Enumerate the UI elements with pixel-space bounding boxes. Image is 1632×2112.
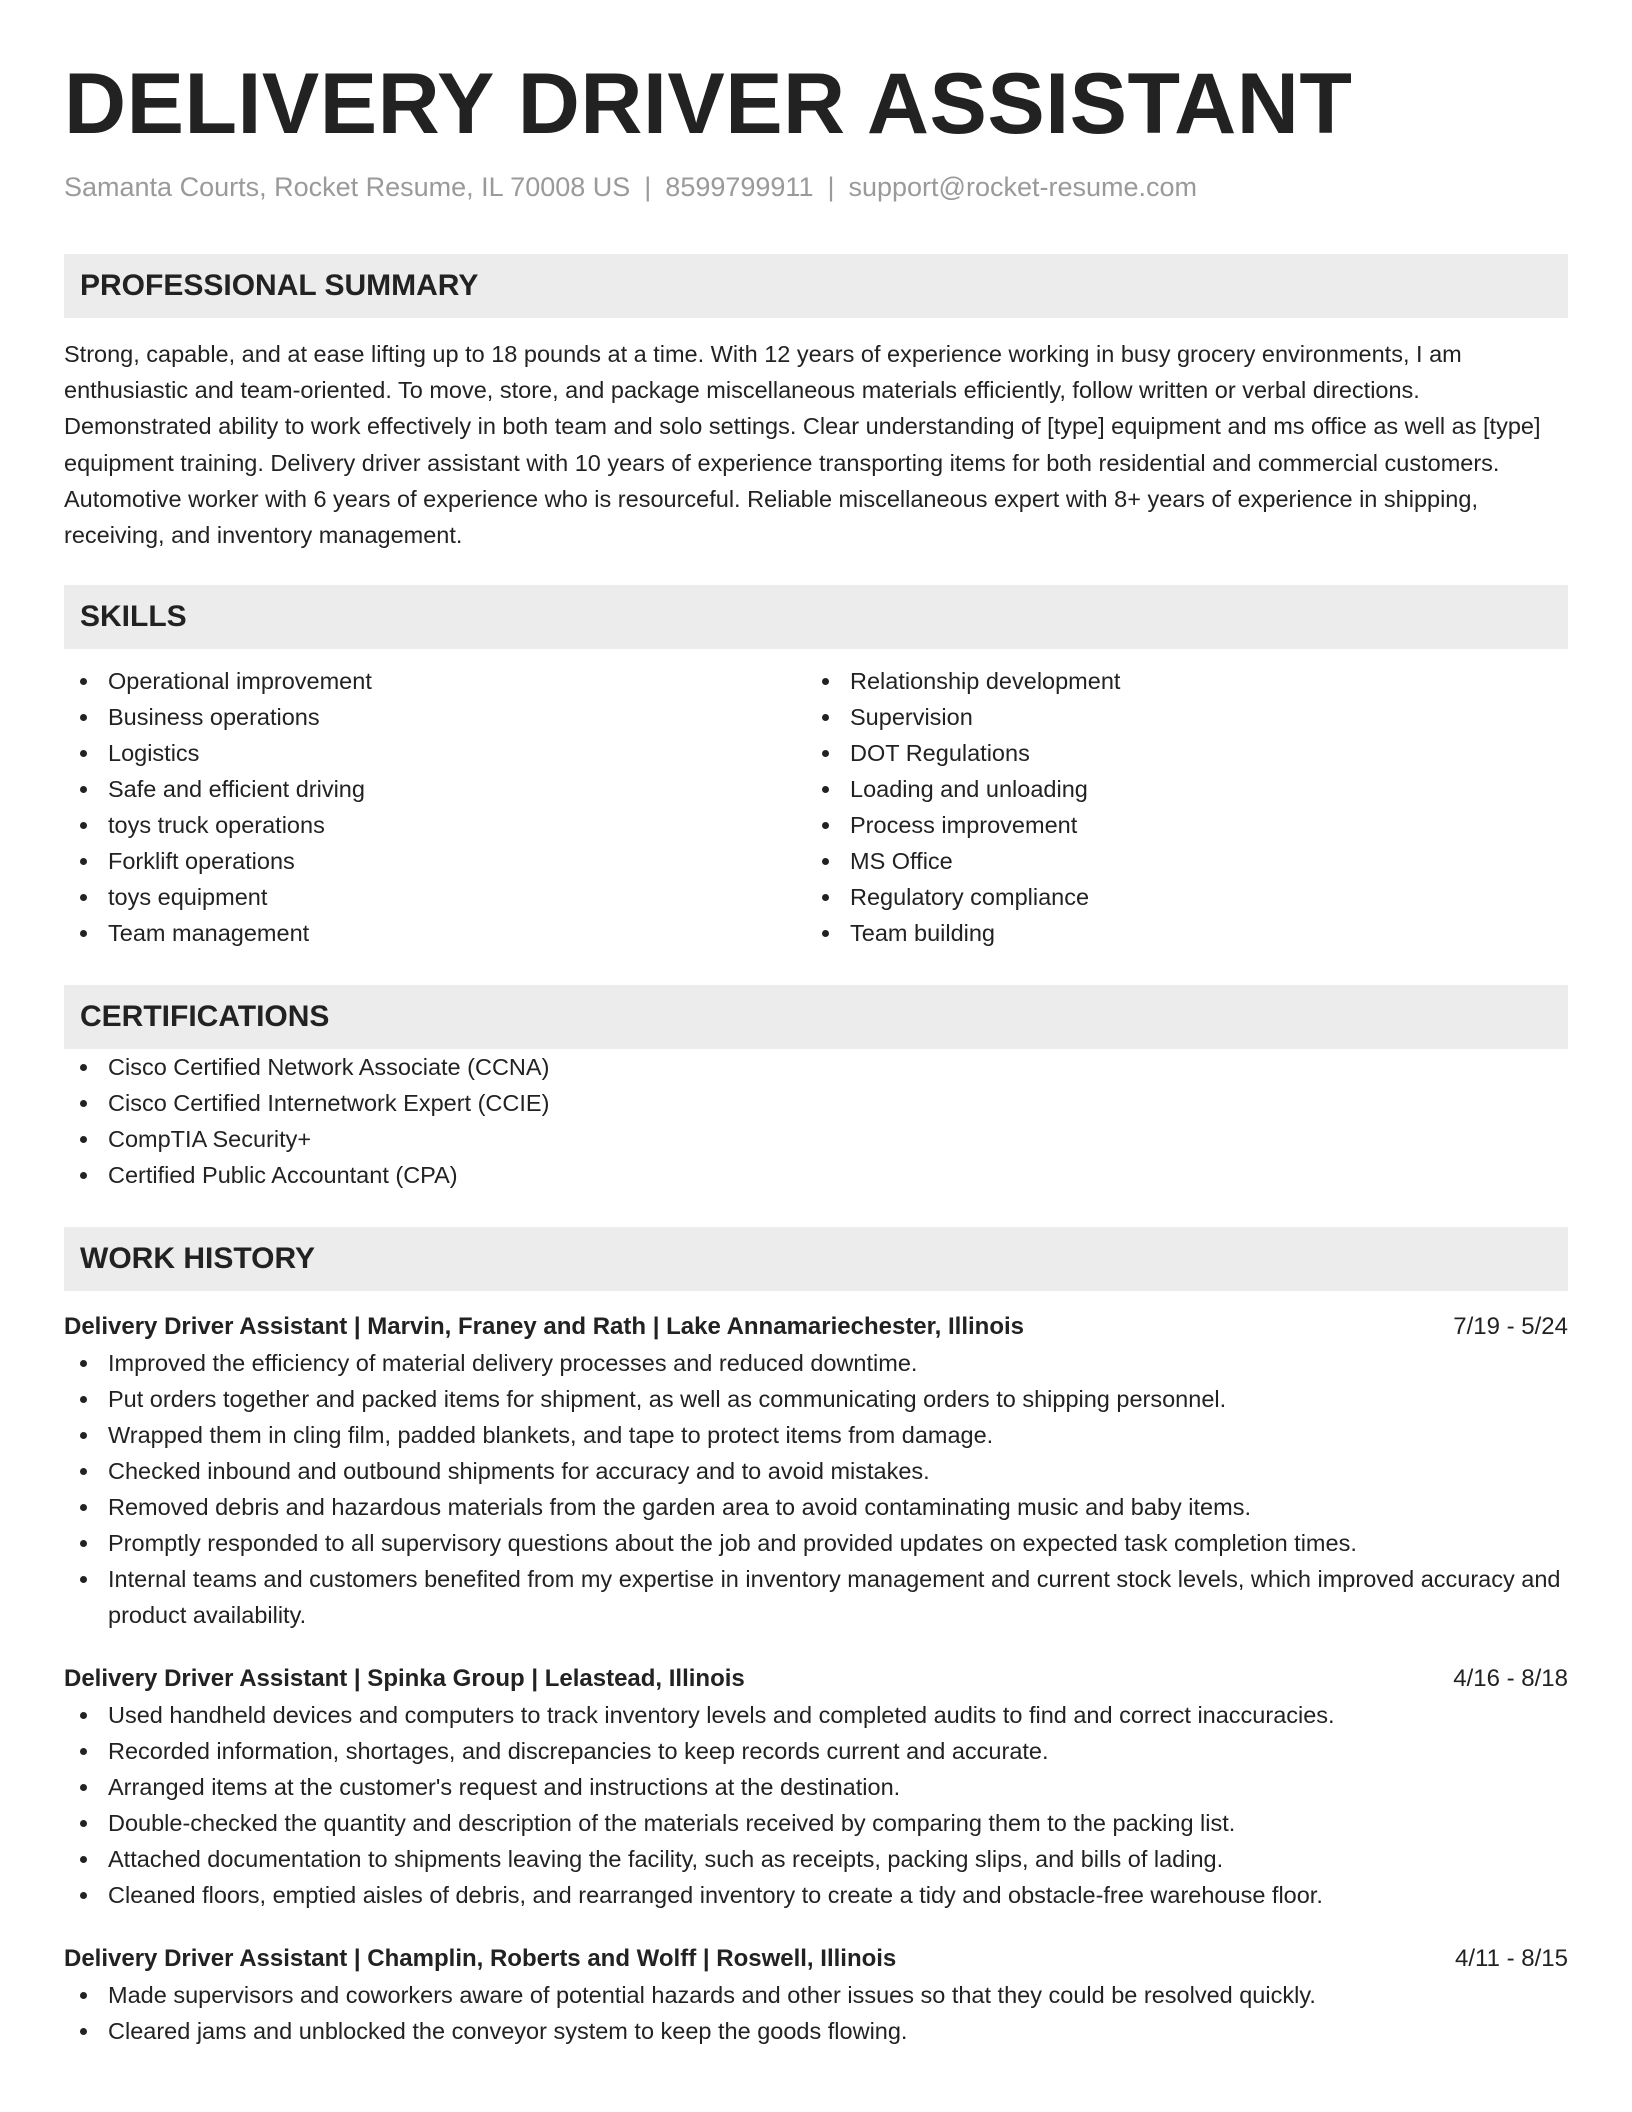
section-heading-skills: SKILLS	[64, 585, 1568, 649]
job-bullet: Cleaned floors, emptied aisles of debris, and rearranged inventory to create a tidy and obstacle-free warehouse floor.	[64, 1877, 1568, 1913]
job-dates: 4/11 - 8/15	[1455, 1945, 1568, 1973]
contact-line	[64, 170, 1568, 204]
contact-address: Samanta Courts, Rocket Resume, IL 70008 US	[64, 172, 631, 202]
skill-item: DOT Regulations	[806, 735, 1548, 771]
contact-email: support@rocket-resume.com	[848, 172, 1198, 202]
job-bullet: Internal teams and customers benefited from my expertise in inventory management and current stock levels, which improved accuracy and product availability.	[64, 1561, 1568, 1633]
job-bullets	[64, 1345, 1568, 1633]
skill-item: Regulatory compliance	[806, 879, 1548, 915]
job-bullet: Removed debris and hazardous materials from the garden area to avoid contaminating music and baby items.	[64, 1489, 1568, 1525]
certifications-list	[64, 1049, 1568, 1193]
resume-title: DELIVERY DRIVER ASSISTANT	[64, 56, 1353, 152]
skill-item: Business operations	[64, 699, 806, 735]
job-dates: 4/16 - 8/18	[1453, 1665, 1568, 1693]
job-header	[64, 1309, 1568, 1345]
job-bullet: Made supervisors and coworkers aware of potential hazards and other issues so that they could be resolved quickly.	[64, 1977, 1568, 2013]
job-bullets	[64, 1697, 1568, 1913]
job-bullet: Recorded information, shortages, and discrepancies to keep records current and accurate.	[64, 1733, 1568, 1769]
skill-item: Loading and unloading	[806, 771, 1548, 807]
contact-separator: |	[644, 172, 652, 202]
skill-item: Team building	[806, 915, 1548, 951]
job-bullet: Promptly responded to all supervisory questions about the job and provided updates on expected task completion times.	[64, 1525, 1568, 1561]
skill-item: toys truck operations	[64, 807, 806, 843]
job-bullet: Arranged items at the customer's request and instructions at the destination.	[64, 1769, 1568, 1805]
skill-item: Team management	[64, 915, 806, 951]
skill-item: Process improvement	[806, 807, 1548, 843]
skill-item: Safe and efficient driving	[64, 771, 806, 807]
job-entry	[64, 1661, 1568, 1913]
job-title: Delivery Driver Assistant | Marvin, Franey and Rath | Lake Annamariechester, Illinois	[64, 1313, 1025, 1341]
section-heading-summary: PROFESSIONAL SUMMARY	[64, 254, 1568, 318]
job-bullet: Cleared jams and unblocked the conveyor system to keep the goods flowing.	[64, 2013, 1568, 2049]
certification-item: Cisco Certified Internetwork Expert (CCIE)	[64, 1085, 1568, 1121]
job-dates: 7/19 - 5/24	[1453, 1313, 1568, 1341]
section-heading-work-history: WORK HISTORY	[64, 1227, 1568, 1291]
job-bullet: Used handheld devices and computers to track inventory levels and completed audits to find and correct inaccuracies.	[64, 1697, 1568, 1733]
job-bullet: Wrapped them in cling film, padded blankets, and tape to protect items from damage.	[64, 1417, 1568, 1453]
summary-text: Strong, capable, and at ease lifting up to 18 pounds at a time. With 12 years of experience working in busy grocery environments, I am enthusiastic and team-oriented. To move, store, and package miscellaneous materials efficiently, follow written or verbal directions. Demonstrated ability to work effectively in both team and solo settings. Clear understanding of [type] equipment and ms office as well as [type] equipment training. Delivery driver assistant with 10 years of experience transporting items for both residential and commercial customers. Automotive worker with 6 years of experience who is resourceful. Reliable miscellaneous expert with 8+ years of experience in shipping, receiving, and inventory management.	[64, 341, 1541, 549]
resume-page	[64, 0, 1568, 2049]
job-bullet: Double-checked the quantity and description of the materials received by comparing them to the packing list.	[64, 1805, 1568, 1841]
job-header	[64, 1661, 1568, 1697]
job-entry	[64, 1941, 1568, 2049]
job-entry	[64, 1309, 1568, 1633]
skills-grid	[64, 663, 1568, 951]
job-bullet: Attached documentation to shipments leaving the facility, such as receipts, packing slips, and bills of lading.	[64, 1841, 1568, 1877]
skill-item: Supervision	[806, 699, 1548, 735]
skill-item: Relationship development	[806, 663, 1548, 699]
skills-list-left	[64, 663, 806, 951]
certification-item: CompTIA Security+	[64, 1121, 1568, 1157]
job-bullets	[64, 1977, 1568, 2049]
skills-list-right	[806, 663, 1548, 951]
certification-item: Cisco Certified Network Associate (CCNA)	[64, 1049, 1568, 1085]
skill-item: MS Office	[806, 843, 1548, 879]
section-heading-certifications: CERTIFICATIONS	[64, 985, 1568, 1049]
job-title: Delivery Driver Assistant | Spinka Group | Lelastead, Illinois	[64, 1665, 745, 1693]
job-title: Delivery Driver Assistant | Champlin, Roberts and Wolff | Roswell, Illinois	[64, 1945, 897, 1973]
skill-item: toys equipment	[64, 879, 806, 915]
certification-item: Certified Public Accountant (CPA)	[64, 1157, 1568, 1193]
job-bullet: Improved the efficiency of material delivery processes and reduced downtime.	[64, 1345, 1568, 1381]
contact-phone: 8599799911	[665, 172, 814, 202]
skill-item: Operational improvement	[64, 663, 806, 699]
job-header	[64, 1941, 1568, 1977]
job-bullet: Checked inbound and outbound shipments for accuracy and to avoid mistakes.	[64, 1453, 1568, 1489]
skill-item: Logistics	[64, 735, 806, 771]
skill-item: Forklift operations	[64, 843, 806, 879]
contact-separator: |	[827, 172, 835, 202]
job-bullet: Put orders together and packed items for shipment, as well as communicating orders to shipping personnel.	[64, 1381, 1568, 1417]
